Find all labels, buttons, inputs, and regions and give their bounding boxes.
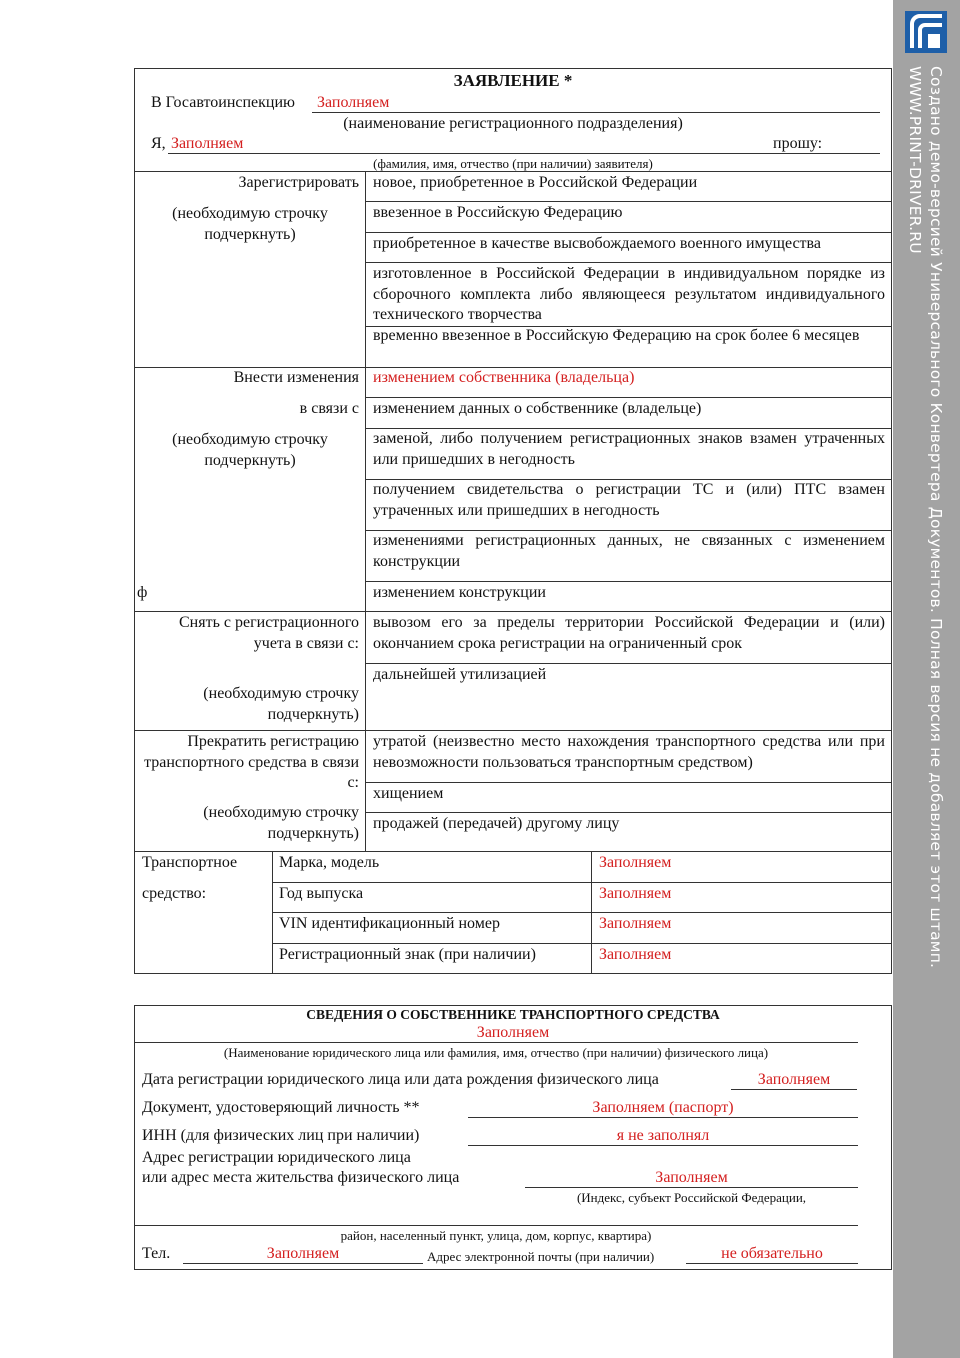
- doc-underline: [468, 1117, 858, 1118]
- register-option-imported[interactable]: ввезенное в Российскую Федерацию: [373, 204, 623, 221]
- grid-line: [134, 611, 892, 612]
- changes-label: Внести изменения: [233, 369, 359, 386]
- inn-value[interactable]: я не заполнял: [616, 1127, 710, 1144]
- deregister-option-export[interactable]: вывозом его за пределы территории Российской Федерации и (или) окончанием срока регистрации на ограниченный срок: [373, 614, 885, 652]
- to-underline: [312, 112, 880, 113]
- grid-line: [134, 851, 892, 852]
- terminate-option-loss[interactable]: утратой (неизвестно место нахождения транспортного средства или при невозможности пользоваться транспортным средством): [373, 733, 885, 771]
- changes-option-owner[interactable]: изменением собственника (владельца): [373, 369, 635, 386]
- terminate-label: Прекратить регистрацию транспортного средства в связи с:: [144, 733, 359, 791]
- watermark-url: WWW.PRINT-DRIVER.RU: [906, 66, 924, 254]
- terminate-hint: (необходимую строчку подчеркнуть): [203, 804, 359, 842]
- me-caption: (фамилия, имя, отчество (при наличии) заявителя): [373, 156, 653, 171]
- email-value[interactable]: не обязательно: [721, 1245, 823, 1262]
- watermark-text: Создано демо-версией Универсального Конвертера Документов. Полная версия не добавляет этот штамп.: [927, 66, 945, 969]
- grid-line: [365, 397, 892, 398]
- doc-label: Документ, удостоверяющий личность **: [142, 1099, 420, 1116]
- changes-hint: (необходимую строчку подчеркнуть): [172, 431, 328, 469]
- owner-title: СВЕДЕНИЯ О СОБСТВЕННИКЕ ТРАНСПОРТНОГО СРЕДСТВА: [306, 1007, 720, 1022]
- email-underline: [686, 1263, 858, 1264]
- vehicle-field-year: Год выпуска: [279, 885, 364, 902]
- changes-option-reg-data[interactable]: изменениями регистрационных данных, не связанных с изменением конструкции: [373, 532, 885, 570]
- register-hint: (необходимую строчку подчеркнуть): [172, 205, 328, 243]
- address-caption-2: район, населенный пункт, улица, дом, корпус, квартира): [340, 1228, 652, 1243]
- form-title: ЗАЯВЛЕНИЕ *: [453, 71, 573, 90]
- vehicle-value-plate[interactable]: Заполняем: [599, 946, 672, 963]
- tel-value[interactable]: Заполняем: [266, 1245, 340, 1262]
- owner-name-value[interactable]: Заполняем: [476, 1024, 550, 1041]
- vehicle-field-plate: Регистрационный знак (при наличии): [279, 946, 536, 963]
- grid-line: [365, 782, 892, 783]
- register-option-new[interactable]: новое, приобретенное в Российской Федерации: [373, 174, 698, 191]
- to-caption: (наименование регистрационного подразделения): [343, 115, 683, 132]
- register-option-temporary[interactable]: временно ввезенное в Российскую Федерацию на срок более 6 месяцев: [373, 327, 860, 344]
- to-value[interactable]: Заполняем: [317, 94, 390, 111]
- request-word: прошу:: [773, 135, 823, 152]
- owner-name-caption: (Наименование юридического лица или фамилия, имя, отчество (при наличии) физического лица): [223, 1045, 769, 1060]
- stray-char: ф: [137, 584, 148, 601]
- address-label-2: или адрес места жительства физического лица: [142, 1169, 460, 1186]
- vehicle-label-1: Транспортное: [142, 854, 238, 871]
- vehicle-label-2: средство:: [142, 885, 207, 902]
- vehicle-value-vin[interactable]: Заполняем: [599, 915, 672, 932]
- inn-label: ИНН (для физических лиц при наличии): [142, 1127, 420, 1144]
- birth-label: Дата регистрации юридического лица или дата рождения физического лица: [142, 1071, 659, 1088]
- changes-option-owner-data[interactable]: изменением данных о собственнике (владельце): [373, 400, 702, 417]
- birth-value[interactable]: Заполняем: [757, 1071, 831, 1088]
- address-caption-1: (Индекс, субъект Российской Федерации,: [576, 1190, 807, 1205]
- address-label-1: Адрес регистрации юридического лица: [142, 1149, 411, 1166]
- grid-line: [272, 882, 892, 883]
- terminate-option-sale[interactable]: продажей (передачей) другому лицу: [373, 815, 620, 832]
- me-value[interactable]: Заполняем: [171, 135, 244, 152]
- grid-line: [134, 171, 892, 172]
- grid-line: [365, 171, 366, 851]
- tel-label: Тел.: [142, 1245, 171, 1262]
- terminate-option-theft[interactable]: хищением: [373, 785, 444, 802]
- vehicle-field-model: Марка, модель: [279, 854, 380, 871]
- grid-line: [365, 812, 892, 813]
- grid-line: [365, 581, 892, 582]
- changes-option-plates[interactable]: заменой, либо получением регистрационных знаков взамен утраченных или пришедших в негодность: [373, 430, 885, 468]
- grid-line: [272, 943, 892, 944]
- email-label: Адрес электронной почты (при наличии): [427, 1249, 655, 1264]
- tel-underline: [183, 1263, 423, 1264]
- register-label: Зарегистрировать: [238, 174, 359, 191]
- grid-line: [365, 201, 892, 202]
- converter-logo-icon: [904, 10, 948, 54]
- grid-line: [365, 663, 892, 664]
- grid-line: [134, 730, 892, 731]
- changes-label-2: в связи с: [299, 400, 359, 417]
- to-label: В Госавтоинспекцию: [151, 94, 295, 111]
- inn-underline: [468, 1145, 858, 1146]
- changes-option-certificate[interactable]: получением свидетельства о регистрации ТС и (или) ПТС взамен утраченных или пришедших в негодность: [373, 481, 885, 519]
- birth-underline: [731, 1089, 857, 1090]
- me-label: Я,: [151, 135, 166, 152]
- deregister-hint: (необходимую строчку подчеркнуть): [203, 685, 359, 723]
- vehicle-value-model[interactable]: Заполняем: [599, 854, 672, 871]
- vehicle-field-vin: VIN идентификационный номер: [279, 915, 500, 932]
- deregister-option-disposal[interactable]: дальнейшей утилизацией: [373, 666, 547, 683]
- grid-line: [365, 262, 892, 263]
- grid-line: [272, 912, 892, 913]
- address-value[interactable]: Заполняем: [655, 1169, 728, 1186]
- register-option-military[interactable]: приобретенное в качестве высвобождаемого военного имущества: [373, 235, 821, 252]
- grid-line: [365, 232, 892, 233]
- vehicle-value-year[interactable]: Заполняем: [599, 885, 672, 902]
- register-option-kit[interactable]: изготовленное в Российской Федерации в индивидуальном порядке из сборочного комплекта либо являющееся результатом индивидуального технического творчества: [373, 265, 885, 323]
- changes-option-construction[interactable]: изменением конструкции: [373, 584, 546, 601]
- deregister-label: Снять с регистрационного учета в связи с:: [178, 614, 359, 652]
- doc-value[interactable]: Заполняем (паспорт): [592, 1099, 734, 1116]
